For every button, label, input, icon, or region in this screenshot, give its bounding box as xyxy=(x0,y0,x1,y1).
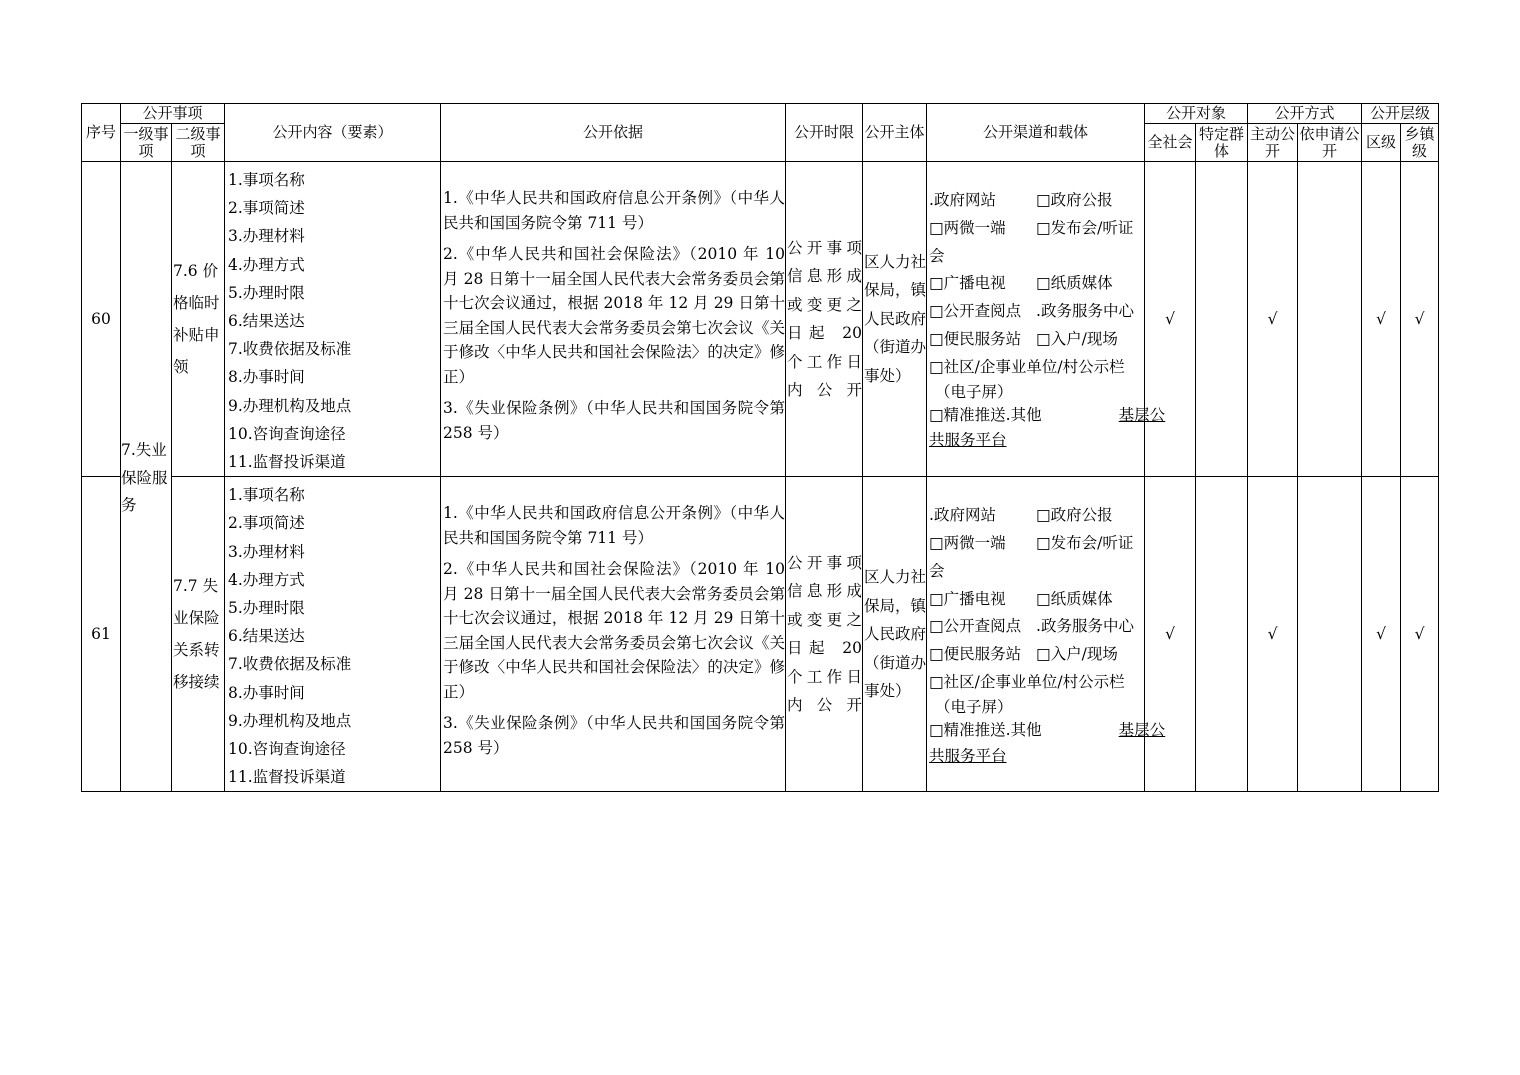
list-item: 7.收费依据及标准 xyxy=(228,340,352,359)
level-district-cell: √ xyxy=(1362,477,1401,792)
header-basis: 公开依据 xyxy=(441,104,786,162)
channel-item: 共服务平台 xyxy=(929,746,1007,765)
header-level2: 二级事项 xyxy=(172,124,225,162)
list-item: 2.事项简述 xyxy=(228,514,305,533)
channel-item: □广播电视 xyxy=(929,274,1006,293)
channel-item: 会 xyxy=(929,246,945,265)
level1-item: 7.失业保险服务 xyxy=(121,162,172,792)
list-item: 1.事项名称 xyxy=(228,486,305,505)
list-item: 4.办理方式 xyxy=(228,255,305,274)
channel-item: □入户/现场 xyxy=(1036,329,1118,348)
method-request-cell xyxy=(1298,162,1362,477)
header-method-group: 公开方式 xyxy=(1248,104,1362,124)
channel-item: □社区/企事业单位/村公示栏 xyxy=(929,672,1125,691)
header-content: 公开内容（要素） xyxy=(225,104,441,162)
list-item: 8.办事时间 xyxy=(228,683,305,702)
channel-item: （电子屏） xyxy=(935,697,1013,716)
channel-item: □发布会/听证 xyxy=(1036,218,1134,237)
channel-item: 会 xyxy=(929,561,945,580)
subject-cell: 区人力社保局，镇人民政府（街道办事处） xyxy=(863,162,927,477)
channel-item: □入户/现场 xyxy=(1036,645,1118,664)
list-item: 10.咨询查询途径 xyxy=(228,740,346,759)
level-town-cell: √ xyxy=(1401,162,1439,477)
list-item: 7.收费依据及标准 xyxy=(228,655,352,674)
channels-cell xyxy=(927,162,1166,477)
header-level1: 一级事项 xyxy=(121,124,172,162)
basis-item: 2.《中华人民共和国社会保险法》（2010 年 10 月 28 日第十一届全国人民代表大会常务委员会第十七次会议通过，根据 2018 年 12 月 29 日第十三届全国人民代表大会常务委员会第七次会议《关于修改〈中华人民共和国社会保险法〉的决定》修正） xyxy=(443,560,786,701)
basis-item: 1.《中华人民共和国政府信息公开条例》（中华人民共和国国务院令第 711 号） xyxy=(443,189,786,232)
deadline-cell: 公开事项信息形成或变更之日起 20 个工作日内公开 xyxy=(786,477,863,792)
content-list xyxy=(225,162,441,477)
method-active-cell: √ xyxy=(1248,162,1298,477)
channel-item: □精准推送 xyxy=(929,405,1006,424)
list-item: 5.办理时限 xyxy=(228,283,305,302)
basis-item: 1.《中华人民共和国政府信息公开条例》（中华人民共和国国务院令第 711 号） xyxy=(443,504,786,547)
channel-item: □政府公报 xyxy=(1036,190,1113,209)
header-subject: 公开主体 xyxy=(863,104,927,162)
channel-item: □两微一端 xyxy=(929,533,1006,552)
channel-item: □纸质媒体 xyxy=(1036,589,1113,608)
basis-cell xyxy=(441,477,786,792)
basis-item: 3.《失业保险条例》（中华人民共和国国务院令第 258 号） xyxy=(443,399,786,442)
target-specific-cell xyxy=(1196,162,1248,477)
header-target-group: 公开对象 xyxy=(1145,104,1248,124)
level-town-cell: √ xyxy=(1401,477,1439,792)
channel-item: □公开查阅点 xyxy=(929,617,1022,636)
header-method-request: 依申请公开 xyxy=(1299,124,1360,160)
channel-item: 基层公 xyxy=(1118,405,1166,424)
list-item: 3.办理材料 xyxy=(228,227,305,246)
level2-item: 7.6 价格临时补贴申领 xyxy=(172,162,225,477)
header-seq: 序号 xyxy=(82,104,121,162)
header-deadline: 公开时限 xyxy=(786,104,863,162)
list-item: 1.事项名称 xyxy=(228,171,305,189)
channel-item: .其他 xyxy=(1005,720,1042,739)
list-item: 8.办事时间 xyxy=(228,368,305,387)
channel-item: □两微一端 xyxy=(929,218,1006,237)
header-level-group: 公开层级 xyxy=(1362,104,1439,124)
list-item: 3.办理材料 xyxy=(228,542,305,561)
basis-item: 3.《失业保险条例》（中华人民共和国国务院令第 258 号） xyxy=(443,714,786,757)
header-target-all: 全社会 xyxy=(1145,124,1196,162)
channel-item: □发布会/听证 xyxy=(1036,533,1134,552)
channel-item: □广播电视 xyxy=(929,589,1006,608)
header-target-specific: 特定群体 xyxy=(1196,124,1248,162)
header-level-district: 区级 xyxy=(1362,124,1401,162)
list-item: 11.监督投诉渠道 xyxy=(228,768,346,787)
channel-item: .政务服务中心 xyxy=(1036,302,1134,321)
list-item: 9.办理机构及地点 xyxy=(228,396,352,415)
row-seq: 60 xyxy=(82,162,121,477)
list-item: 2.事项简述 xyxy=(228,199,305,218)
channel-item: □公开查阅点 xyxy=(929,302,1022,321)
method-request-cell xyxy=(1298,477,1362,792)
method-active-cell: √ xyxy=(1248,477,1298,792)
list-item: 4.办理方式 xyxy=(228,570,305,589)
header-channels: 公开渠道和载体 xyxy=(927,104,1145,162)
content-list xyxy=(225,477,441,792)
target-specific-cell xyxy=(1196,477,1248,792)
channel-item: □便民服务站 xyxy=(929,645,1022,664)
table-row xyxy=(82,162,1439,477)
deadline-cell: 公开事项信息形成或变更之日起 20 个工作日内公开 xyxy=(786,162,863,477)
list-item: 9.办理机构及地点 xyxy=(228,711,352,730)
channel-item: .政府网站 xyxy=(929,506,996,525)
channel-item: □社区/企事业单位/村公示栏 xyxy=(929,357,1125,376)
header-method-active: 主动公开 xyxy=(1248,124,1298,162)
basis-cell xyxy=(441,162,786,477)
list-item: 6.结果送达 xyxy=(228,312,305,331)
target-all-cell: √ xyxy=(1145,162,1196,477)
header-matter-group: 公开事项 xyxy=(121,104,225,124)
target-all-cell: √ xyxy=(1145,477,1196,792)
disclosure-table xyxy=(81,103,1439,792)
channel-item: 共服务平台 xyxy=(929,431,1007,450)
channel-item: □精准推送 xyxy=(929,720,1006,739)
channel-item: .政府网站 xyxy=(929,190,996,209)
list-item: 5.办理时限 xyxy=(228,599,305,618)
table-row xyxy=(82,477,1439,792)
channel-item: □便民服务站 xyxy=(929,329,1022,348)
channel-item: □政府公报 xyxy=(1036,506,1113,525)
basis-item: 2.《中华人民共和国社会保险法》（2010 年 10 月 28 日第十一届全国人民代表大会常务委员会第十七次会议通过，根据 2018 年 12 月 29 日第十三届全国人民代表大会常务委员会第七次会议《关于修改〈中华人民共和国社会保险法〉的决定》修正） xyxy=(443,245,786,386)
list-item: 6.结果送达 xyxy=(228,627,305,646)
level2-item: 7.7 失业保险关系转移接续 xyxy=(172,477,225,792)
channel-item: 基层公 xyxy=(1118,720,1166,739)
channel-item: .其他 xyxy=(1005,405,1042,424)
header-level-town: 乡镇级 xyxy=(1401,124,1439,162)
level-district-cell: √ xyxy=(1362,162,1401,477)
list-item: 10.咨询查询途径 xyxy=(228,424,346,443)
channels-cell xyxy=(927,477,1166,792)
list-item: 11.监督投诉渠道 xyxy=(228,453,346,472)
channel-item: .政务服务中心 xyxy=(1036,617,1134,636)
row-seq: 61 xyxy=(82,477,121,792)
channel-item: □纸质媒体 xyxy=(1036,274,1113,293)
channel-item: （电子屏） xyxy=(935,382,1013,401)
subject-cell: 区人力社保局，镇人民政府（街道办事处） xyxy=(863,477,927,792)
